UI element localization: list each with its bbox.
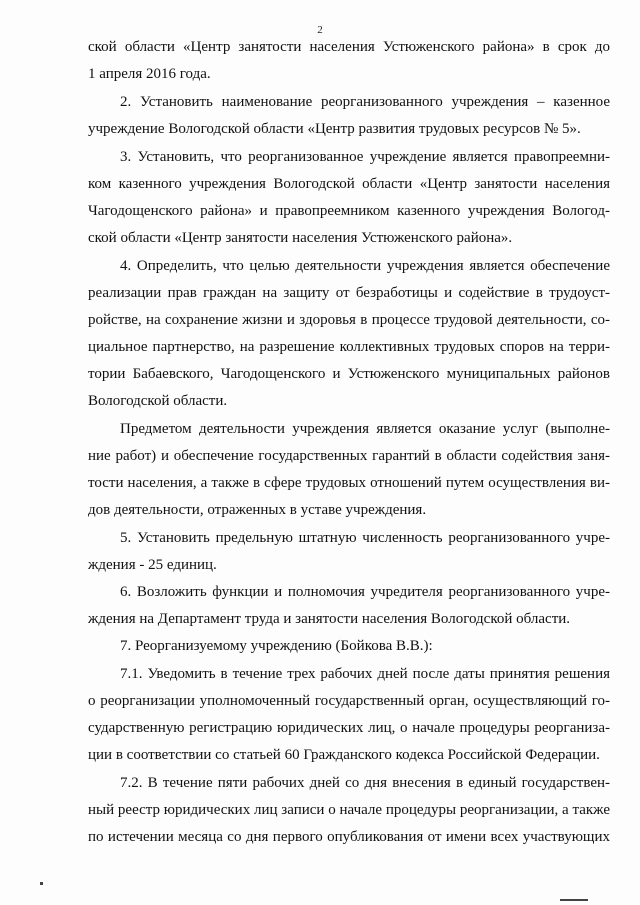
text-line: Чагодощенского района» и правопреемником казенного учреждения Вологод- xyxy=(88,203,610,219)
text-line: ции в соответствии со статьей 60 Гражданского кодекса Российской Федерации. xyxy=(88,747,600,763)
text-line: циальное партнерство, на разрешение коллективных трудовых споров на терри- xyxy=(88,339,610,355)
text-line: дов деятельности, отраженных в уставе учреждения. xyxy=(88,502,427,518)
text-line: ждения - 25 единиц. xyxy=(88,557,217,573)
paragraph-7-start: 7. Реорганизуемому учреждению (Бойкова В.В.): xyxy=(120,638,433,654)
text-line: ской области «Центр занятости населения Устюженского района» в срок до xyxy=(88,39,610,55)
paragraph-5-start: 5. Установить предельную штатную численность реорганизованного учре- xyxy=(120,530,610,546)
paragraph-2-start: 2. Установить наименование реорганизованного учреждения – казенное xyxy=(120,94,610,110)
scan-dot xyxy=(40,882,43,885)
text-line: ждения на Департамент труда и занятости населения Вологодской области. xyxy=(88,611,571,627)
paragraph-subject-start: Предметом деятельности учреждения является оказание услуг (выполне- xyxy=(120,421,610,437)
paragraph-3-start: 3. Установить, что реорганизованное учреждение является правопреемни- xyxy=(120,149,610,165)
scan-mark xyxy=(560,899,588,901)
text-line: сударственную регистрацию юридических лиц, о начале процедуры реорганиза- xyxy=(88,720,610,736)
paragraph-4-start: 4. Определить, что целью деятельности учреждения является обеспечение xyxy=(120,258,610,274)
paragraph-7-2-start: 7.2. В течение пяти рабочих дней со дня внесения в единый государствен- xyxy=(120,775,610,791)
text-line: ской области «Центр занятости населения Устюженского района». xyxy=(88,230,513,246)
paragraph-7-1-start: 7.1. Уведомить в течение трех рабочих дней после даты принятия решения xyxy=(120,666,610,682)
text-line: ройстве, на сохранение жизни и здоровья в процессе трудовой деятельности, со- xyxy=(88,312,610,328)
text-line: реализации прав граждан на защиту от безработицы и содействие в трудоуст- xyxy=(88,285,610,301)
paragraph-6-start: 6. Возложить функции и полномочия учредителя реорганизованного учре- xyxy=(120,584,610,600)
text-line: тости населения, а также в сфере трудовых отношений путем осуществления ви- xyxy=(88,475,610,491)
text-line: учреждение Вологодской области «Центр развития трудовых ресурсов № 5». xyxy=(88,121,581,137)
text-line: 1 апреля 2016 года. xyxy=(88,66,211,82)
text-line: Вологодской области. xyxy=(88,393,228,409)
text-line: ный реестр юридических лиц записи о начале процедуры реорганизации, а также xyxy=(88,802,610,818)
text-line: тории Бабаевского, Чагодощенского и Устюженского муниципальных районов xyxy=(88,366,610,382)
text-line: о реорганизации уполномоченный государственный орган, осуществляющий го- xyxy=(88,693,610,709)
text-line: ние работ) и обеспечение государственных гарантий в области содействия заня- xyxy=(88,448,610,464)
text-line: ком казенного учреждения Вологодской области «Центр занятости населения xyxy=(88,176,610,192)
text-line: по истечении месяца со дня первого опубликования от имени всех участвующих xyxy=(88,829,610,845)
page-number: 2 xyxy=(317,24,323,36)
